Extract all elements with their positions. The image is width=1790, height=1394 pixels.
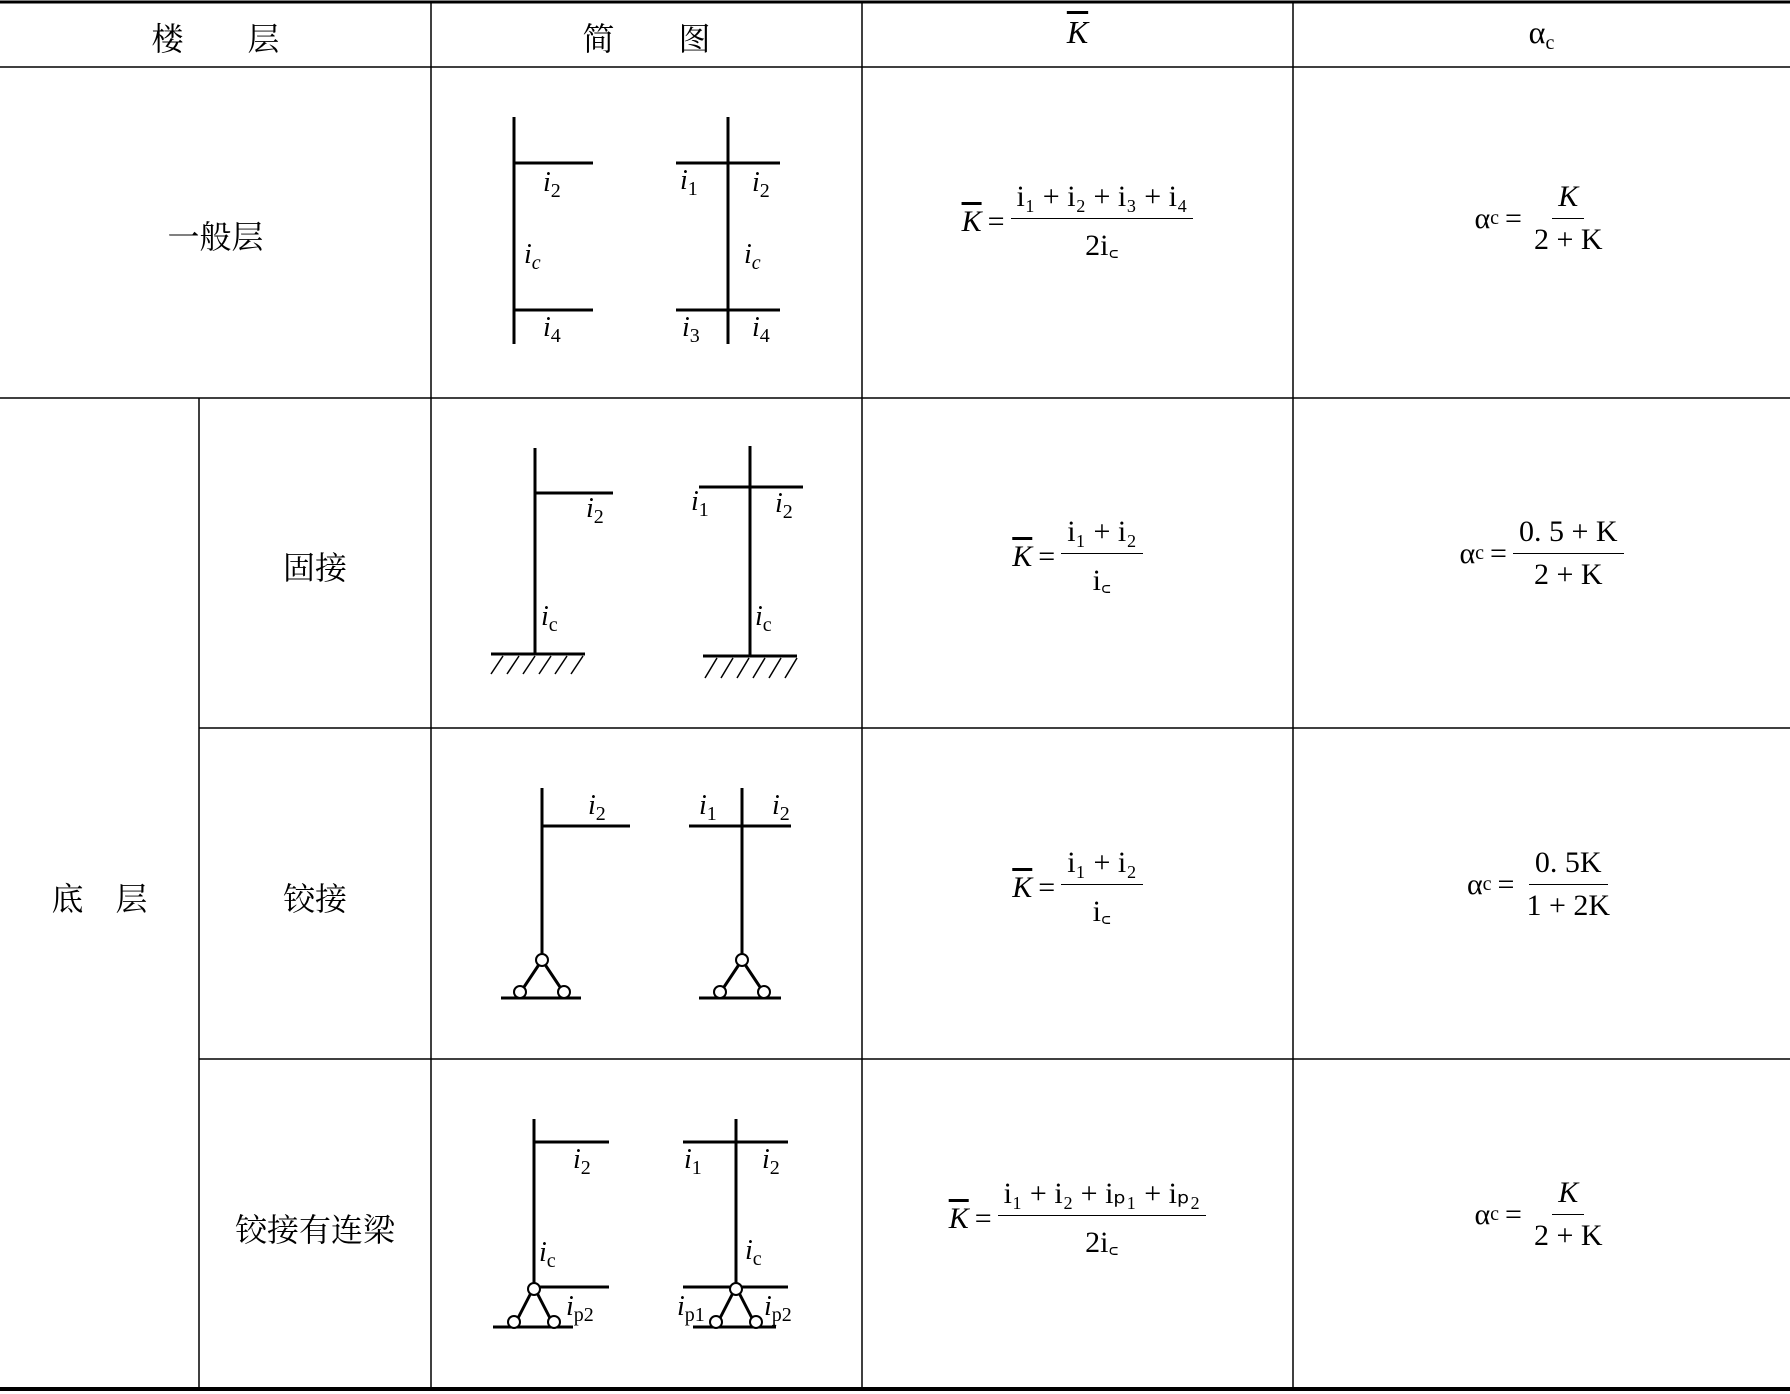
diagram-hinged xyxy=(431,728,862,1064)
header-alpha-c xyxy=(1293,14,1790,55)
k-fixed-denominator: i꜀ xyxy=(1092,564,1112,597)
diagram-general xyxy=(431,67,862,403)
label-ic: $i_c$ xyxy=(745,1235,762,1270)
diagram-hinged-beam xyxy=(431,1059,862,1394)
label-i4: $i_4$ xyxy=(543,312,561,347)
label-ic: $i_c$ xyxy=(541,601,558,636)
label-i2: $i_2$ xyxy=(762,1144,780,1179)
label-i2: $i_2$ xyxy=(775,488,793,523)
row-label-fixed: 固接 xyxy=(282,549,347,587)
label-i2: $i_2$ xyxy=(752,167,770,202)
alpha-fixed-numerator: 0. 5 + K xyxy=(1513,515,1624,554)
label-ic: $i_c$ xyxy=(755,601,772,636)
formula-k-hinged: $\overline{K}$ = $\frac{\text{i₁ + i₂}}{i꜀}$ xyxy=(862,846,1293,930)
k-general-denominator: 2i꜀ xyxy=(1085,229,1119,262)
label-ip1: $i_{p1}$ xyxy=(677,1291,705,1326)
k-bar-symbol: $\overline{K}$ xyxy=(961,205,982,238)
label-i1: $i_1$ xyxy=(684,1144,702,1179)
label-i1: $i_1$ xyxy=(680,165,698,200)
formula-k-hinged-beam: $\overline{K}$ = $\frac{\text{i₁ + i₂ + iₚ₁ + iₚ₂}}{2i꜀}$ xyxy=(862,1176,1293,1261)
label-i4: $i_4$ xyxy=(752,312,770,347)
label-i1: $i_1$ xyxy=(699,790,717,825)
alpha-fixed-denominator: 2 + K xyxy=(1533,558,1603,591)
label-ip2: $i_{p2}$ xyxy=(764,1291,792,1326)
label-ic: $i_c$ xyxy=(744,239,761,274)
row-label-hinged: 铰接 xyxy=(282,880,347,918)
formula-alpha-fixed: α c = $\frac{0. 5 + K}{2 + K}$ xyxy=(1293,515,1790,592)
k-bar-symbol: $\overline{K}$ xyxy=(948,1201,969,1235)
header-diagram: 简 图 xyxy=(582,20,711,58)
label-i2: $i_2$ xyxy=(543,167,561,202)
alpha-beam-denominator: 2 + K xyxy=(1533,1219,1603,1252)
label-i2: $i_2$ xyxy=(588,790,606,825)
label-i3: $i_3$ xyxy=(682,312,700,347)
label-i1: $i_1$ xyxy=(691,486,709,521)
formula-k-general: $\overline{K}$ = $\frac{\text{i₁ + i₂ + i₃ + i₄}}{2i꜀}$ xyxy=(862,180,1293,264)
alpha-hinged-numerator: 0. 5K xyxy=(1529,846,1608,885)
header-alpha-symbol: α xyxy=(1528,14,1546,50)
formula-alpha-hinged: α c = $\frac{0. 5K}{1 + 2K}$ xyxy=(1293,846,1790,923)
label-i2: $i_2$ xyxy=(586,493,604,528)
header-floor: 楼 层 xyxy=(151,20,280,58)
k-hinged-numerator: i₁ + i₂ xyxy=(1061,846,1143,885)
label-ip2: $i_{p2}$ xyxy=(566,1291,594,1326)
row-label-bottom: 底 层 xyxy=(51,880,148,918)
label-i2: $i_2$ xyxy=(772,790,790,825)
alpha-general-numerator: K xyxy=(1552,180,1584,219)
formula-alpha-general: α c = $\frac{K}{2 + K}$ xyxy=(1293,180,1790,257)
k-beam-numerator: i₁ + i₂ + iₚ₁ + iₚ₂ xyxy=(998,1176,1207,1216)
label-ic: $i_c$ xyxy=(539,1237,556,1272)
row-label-general: 一般层 xyxy=(167,218,264,256)
alpha-hinged-denominator: 1 + 2K xyxy=(1526,889,1611,922)
label-ic: $i_c$ xyxy=(524,239,541,274)
header-k-bar: $\overline{K}$ xyxy=(1066,14,1089,50)
k-bar-symbol: $\overline{K}$ xyxy=(1012,540,1033,573)
k-fixed-numerator: i₁ + i₂ xyxy=(1061,515,1143,554)
k-general-numerator: i₁ + i₂ + i₃ + i₄ xyxy=(1011,180,1194,219)
header-alpha-sub: c xyxy=(1545,32,1555,54)
k-hinged-denominator: i꜀ xyxy=(1092,895,1112,928)
diagram-fixed xyxy=(431,398,862,733)
alpha-beam-numerator: K xyxy=(1552,1176,1584,1215)
k-beam-denominator: 2i꜀ xyxy=(1085,1226,1119,1259)
row-label-hinged-beam: 铰接有连梁 xyxy=(234,1211,395,1249)
alpha-general-denominator: 2 + K xyxy=(1533,223,1603,256)
formula-alpha-hinged-beam: α c = $\frac{K}{2 + K}$ xyxy=(1293,1176,1790,1253)
label-i2: $i_2$ xyxy=(573,1144,591,1179)
k-bar-symbol: $\overline{K}$ xyxy=(1012,871,1033,904)
formula-k-fixed: $\overline{K}$ = $\frac{\text{i₁ + i₂}}{i꜀}$ xyxy=(862,515,1293,599)
